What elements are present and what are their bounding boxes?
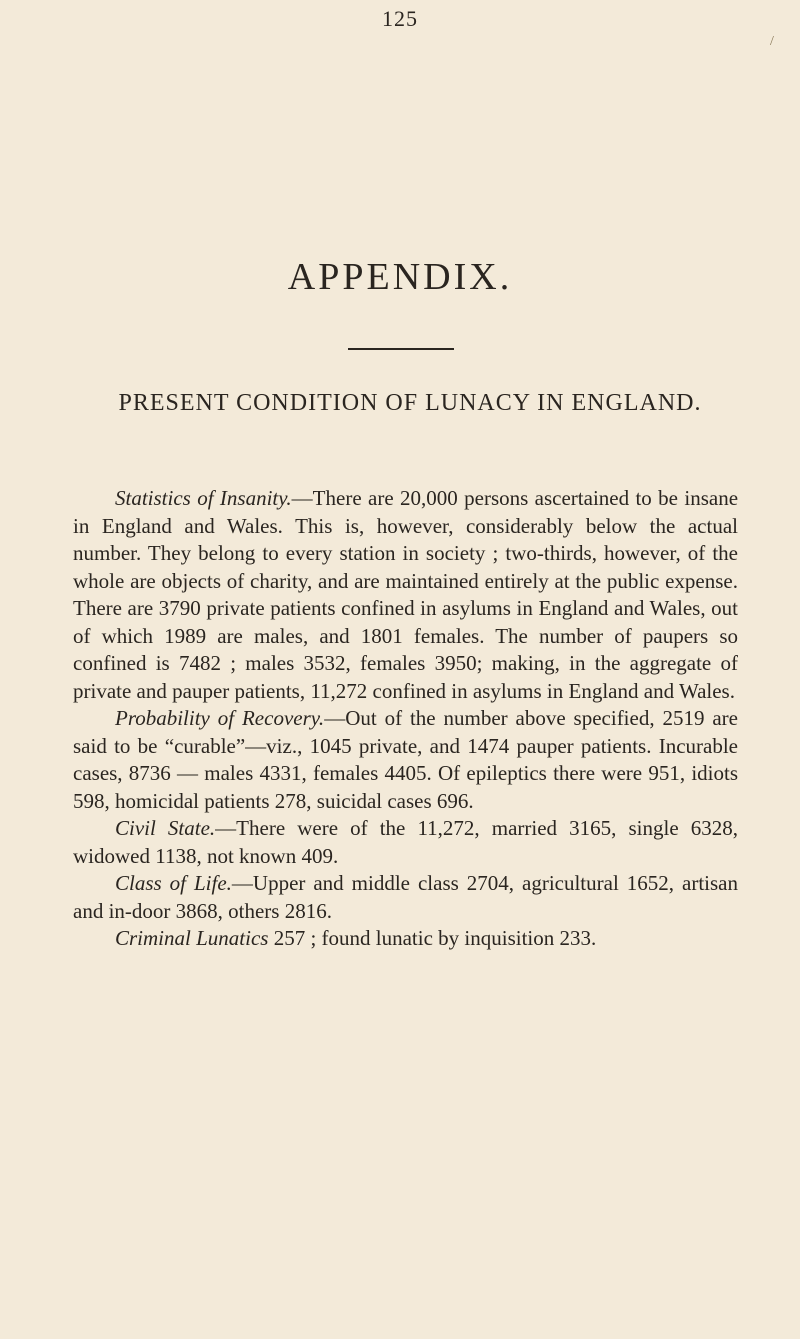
paragraph-text: —Out of the number above specified, 2519 are said to be “curable”—viz., 1045 private, and 1474 pauper patients. Incurable cases, 8736 — males 4331, females 4405. Of epileptics there were 951, idiots 598, homicidal patients 278, suicidal cases 696. <box>73 706 738 813</box>
paragraph-statistics <box>73 485 738 705</box>
paragraph-text: —Upper and middle class 2704, agricultural 1652, artisan and in-door 3868, others 2816. <box>73 871 738 923</box>
paragraph-class-of-life <box>73 870 738 925</box>
paragraph-recovery <box>73 705 738 815</box>
paragraph-heading: Class of Life. <box>115 871 232 895</box>
paragraph-text: 257 ; found lunatic by inquisition 233. <box>268 926 597 950</box>
paragraph-heading: Probability of Recovery. <box>115 706 325 730</box>
paragraph-heading: Civil State. <box>115 816 216 840</box>
appendix-title: APPENDIX. <box>287 256 513 298</box>
paragraph-heading: Criminal Lunatics <box>115 926 269 950</box>
paragraph-text: —There were of the 11,272, married 3165, single 6328, widowed 1138, not known 409. <box>73 816 738 868</box>
page-number: 125 <box>382 6 418 31</box>
title-rule <box>348 348 454 350</box>
paragraph-civil-state <box>73 815 738 870</box>
paragraph-text: —There are 20,000 persons ascertained to be insane in England and Wales. This is, however, considerably below the actual number. They belong to every station in society ; two-thirds, however, of the whole are objects of charity, and are maintained entirely at the public expense. There are 3790 private patients confined in asylums in England and Wales, out of which 1989 are males, and 1801 females. The number of paupers so confined is 7482 ; males 3532, females 3950; making, in the aggregate of private and pauper patients, 11,272 confined in asylums in England and Wales. <box>73 486 739 703</box>
paragraph-heading: Statistics of Insanity. <box>115 486 292 510</box>
body-text <box>73 485 738 953</box>
corner-mark: / <box>770 34 774 49</box>
paragraph-criminal-lunatics <box>73 925 738 953</box>
section-heading: PRESENT CONDITION OF LUNACY IN ENGLAND. <box>118 390 702 416</box>
